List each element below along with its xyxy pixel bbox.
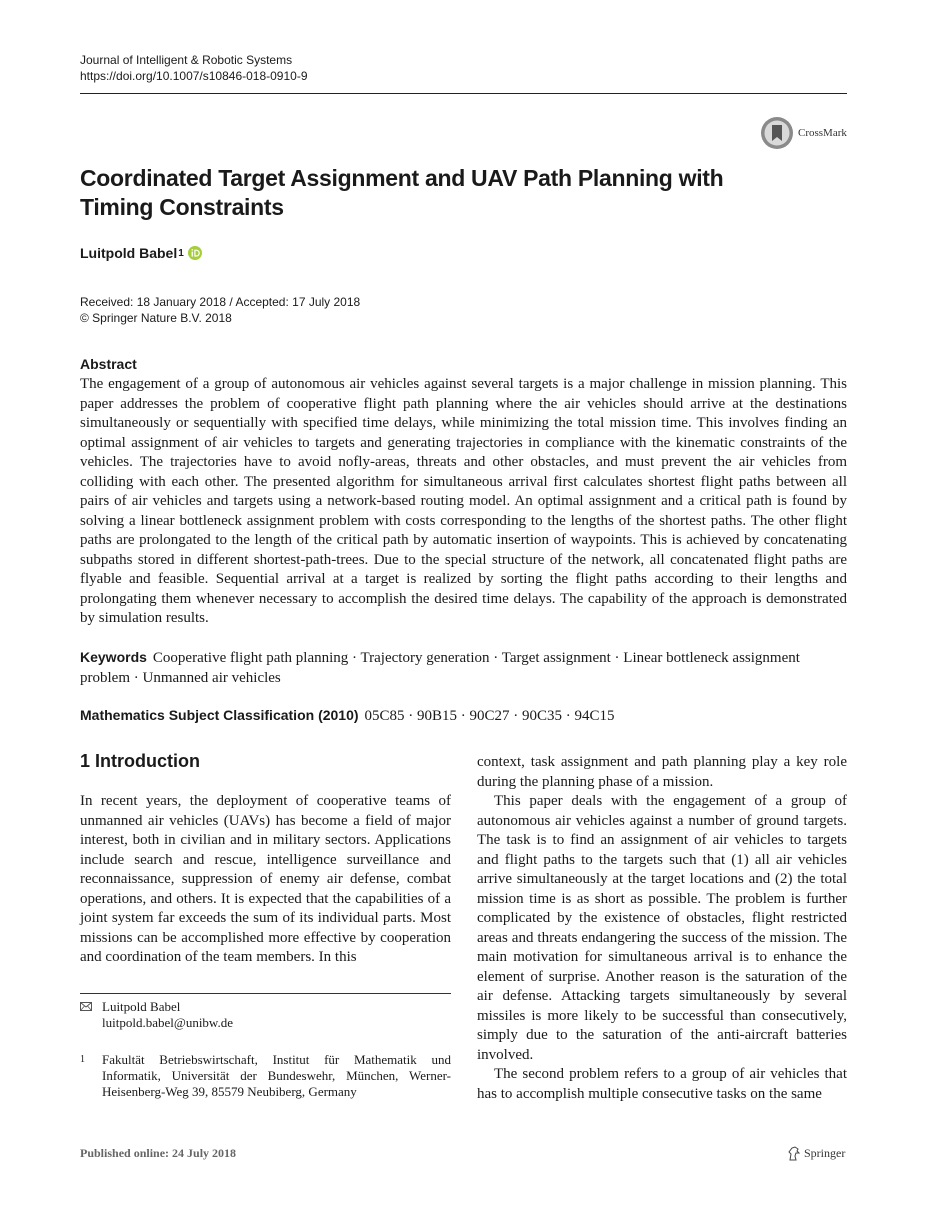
- received-dates: Received: 18 January 2018 / Accepted: 17 July 2018: [80, 295, 361, 309]
- corresponding-name: Luitpold Babel: [102, 999, 181, 1014]
- affiliation-footnote: [80, 1052, 451, 1100]
- keywords: [80, 648, 847, 688]
- received-info: [80, 294, 360, 326]
- journal-header: [80, 52, 308, 84]
- author-name: Luitpold Babel: [80, 245, 178, 261]
- journal-name: Journal of Intelligent & Robotic Systems: [80, 53, 293, 67]
- header-rule: [80, 93, 847, 94]
- intro-left-column: [80, 792, 451, 968]
- crossmark-label: CrossMark: [798, 127, 847, 139]
- abstract-text: The engagement of a group of autonomous air vehicles against several targets is a major challenge in mission planning. This paper addresses the problem of cooperative flight path planning where the air vehicles should arrive at the destinations simultaneously or sequentially with specified time delays, while minimizing the total mission time. This involves finding an optimal assignment of air vehicles to targets and generating trajectories in compliance with the kinematic constraints of the vehicles. The trajectories have to avoid nofly-areas, threats and other obstacles, and must prevent the air vehicles from colliding with each other. The presented algorithm for simultaneous arrival first calculates shortest flight paths between all pairs of air vehicles and targets using a network-based routing model. An optimal assignment and a critical path is found by solving a linear bottleneck assignment problem with costs corresponding to the lengths of the shortest paths. The other flight paths are prolongated to the length of the critical path by automatic insertion of waypoints. This is achieved by concatenating subpaths stored in different shortest-path-trees. Due to the special structure of the network, all concatenated flight paths are flyable and feasible. Sequential arrival at a target is realized by sorting the flight paths according to their lengths and prolongating them whenever necessary to accomplish the desired time delays. The capability of the approach is demonstrated by simulation results.: [80, 376, 847, 626]
- msc-codes: 05C85 · 90B15 · 90C27 · 90C35 · 94C15: [364, 708, 615, 724]
- author-line: [80, 245, 202, 261]
- publisher-name: Springer: [804, 1146, 846, 1160]
- paper-title: Coordinated Target Assignment and UAV Path Planning with Timing Constraints: [80, 165, 724, 220]
- intro-paragraph: The second problem refers to a group of air vehicles that has to accomplish multiple consecutive tasks on the same: [477, 1066, 847, 1102]
- msc-classification: [80, 706, 847, 727]
- corresponding-email[interactable]: luitpold.babel@unibw.de: [102, 1015, 233, 1030]
- intro-heading: 1 Introduction: [80, 751, 200, 771]
- intro-right-column: [477, 753, 847, 1104]
- publisher-logo: [787, 1146, 845, 1161]
- crossmark-icon: [760, 116, 794, 150]
- footnote-rule: [80, 993, 451, 994]
- affiliation-number: 1: [80, 1054, 85, 1065]
- springer-horse-icon: [787, 1146, 801, 1161]
- affiliation-text: Fakultät Betriebswirtschaft, Institut für Mathematik und Informatik, Universität der Bundeswehr, München, Werner-Heisenberg-Weg 39, 85579 Neubiberg, Germany: [102, 1052, 451, 1099]
- author-affiliation-mark: 1: [178, 247, 184, 259]
- intro-paragraph: In recent years, the deployment of cooperative teams of unmanned air vehicles (UAVs) has become a field of major interest, both in civilian and in military sectors. Applications include search and rescue, intelligence surveillance and reconnaissance, suppression of enemy air defense, combat operations, and others. It is expected that the capabilities of a joint system far exceeds the sum of its individual parts. Most missions can be accomplished more effective by cooperation and coordination of the team members. In this: [80, 793, 451, 965]
- keywords-text: Cooperative flight path planning · Trajectory generation · Target assignment · Linear bottleneck assignment problem · Unmanned air vehicles: [80, 650, 800, 686]
- crossmark-badge[interactable]: [760, 116, 847, 150]
- doi-link[interactable]: https://doi.org/10.1007/s10846-018-0910-9: [80, 69, 308, 83]
- envelope-icon: [80, 1002, 92, 1011]
- keywords-label: Keywords: [80, 649, 147, 665]
- abstract-heading: Abstract: [80, 356, 137, 372]
- published-online: Published online: 24 July 2018: [80, 1146, 237, 1160]
- orcid-icon[interactable]: [188, 246, 202, 260]
- corresponding-author: [80, 999, 451, 1031]
- intro-paragraph: context, task assignment and path planning play a key role during the planning phase of a mission.: [477, 754, 847, 790]
- intro-paragraph: This paper deals with the engagement of a group of autonomous air vehicles against a number of ground targets. The task is to find an assignment of air vehicles to targets and flight paths to the targets such that (1) all air vehicles arrive simultaneously at the target locations and (2) the total mission time is as short as possible. The problem is further complicated by the existence of obstacles, flight restricted areas and threats endangering the success of the mission. The main motivation for simultaneous arrival is to enhance the element of surprise. Another reason is the saturation of the air defense. Attacking targets simultaneously by several missiles is more likely to be successful than consecutively, simply due to the saturation of the anti-aircraft batteries involved.: [477, 793, 847, 1063]
- copyright: © Springer Nature B.V. 2018: [80, 311, 232, 325]
- msc-label: Mathematics Subject Classification (2010): [80, 707, 359, 723]
